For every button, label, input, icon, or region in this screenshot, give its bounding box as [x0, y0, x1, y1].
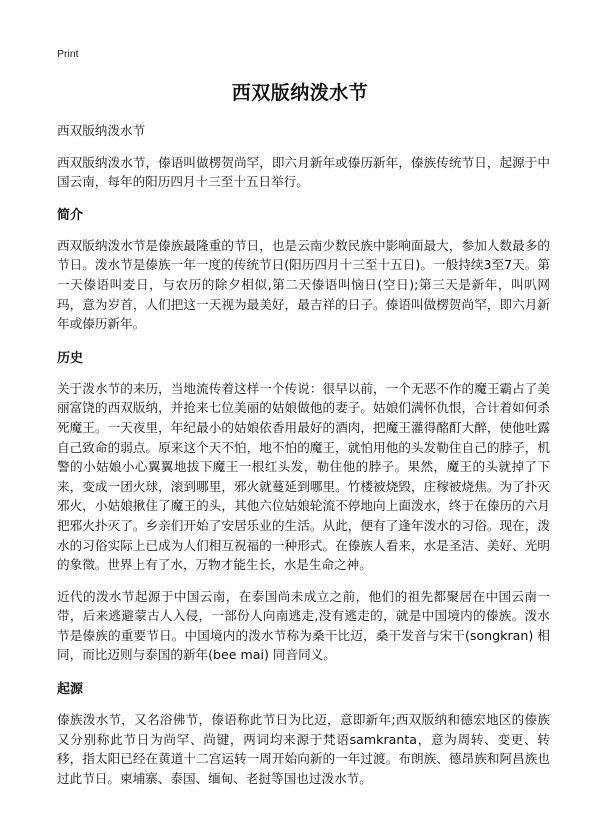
article-body — [57, 121, 550, 804]
section-history — [57, 350, 550, 665]
intro-paragraph: 西双版纳泼水节是傣族最隆重的节日，也是云南少数民族中影响面最大，参加人数最多的节日。泼水节是傣族一年一度的传统节日(阳历四月十三至十五日)。一般持续3至7天。第一天傣语叫麦日，与农历的除夕相似,第二天傣语叫恼日(空日);第三天是新年，叫叭网玛，意为岁首，人们把这一天视为最美好，最吉祥的日子。傣语叫做楞贺尚罕，即六月新年或傣历新年。 — [57, 237, 550, 332]
page-title: 西双版纳泼水节 — [231, 82, 369, 104]
print-link[interactable]: Print — [57, 48, 79, 60]
section-origin — [57, 681, 550, 788]
history-paragraph-modern: 近代的泼水节起源于中国云南，在泰国尚未成立之前，他们的祖先都聚居在中国云南一带，后来逃避蒙古人入侵，一部份人向南逃走,没有逃走的，就是中国境内的傣族。泼水节是傣族的重要节日。中国境内的泼水节称为桑干比迈，桑干发音与宋干(songkran) 相同，而比迈则与泰国的新年(bee mai) 同音同义。 — [57, 588, 550, 663]
history-paragraph-legend: 关于泼水节的来历，当地流传着这样一个传说：很早以前，一个无恶不作的魔王霸占了美丽富饶的西双版纳，并抢来七位美丽的姑娘做他的妻子。姑娘们满怀仇恨，合计着如何杀死魔王。一天夜里，年纪最小的姑娘依香用最好的酒肉，把魔王灌得酩酊大醉，使他吐露自己致命的弱点。原来这个天不怕，地不怕的魔王，就怕用他的头发勒住自己的脖子，机警的小姑娘小心翼翼地拔下魔王一根红头发，勒住他的脖子。果然，魔王的头就掉了下来，变成一团火球，滚到哪里，邪火就蔓延到哪里。竹楼被烧毁，庄稼被烧焦。为了扑灭邪火，小姑娘揪住了魔王的头，其他六位姑娘轮流不停地向上面泼水，终于在傣历的六月把邪火扑灭了。乡亲们开始了安居乐业的生活。从此，便有了逢年泼水的习俗。现在，泼水的习俗实际上已成为人们相互祝福的一种形式。在傣族人看来，水是圣洁、美好、光明的象徵。世界上有了水，万物才能生长，水是生命之神。 — [57, 380, 550, 573]
lead-paragraph: 西双版纳泼水节，傣语叫做楞贺尚罕，即六月新年或傣历新年，傣族传统节日，起源于中国云南，每年的阳历四月十三至十五日举行。 — [57, 154, 550, 190]
section-heading-history: 历史 — [57, 350, 84, 366]
section-intro — [57, 207, 550, 334]
section-heading-origin: 起源 — [57, 682, 84, 698]
origin-paragraph: 傣族泼水节，又名浴佛节，傣语称此节日为比迈，意即新年;西双版纳和德宏地区的傣族又分别称此节日为尚罕、尚键，两词均来源于梵语samkranta，意为周转、变更、转移，指太阳已经在黄道十二宫运转一周开始向新的一年过渡。布朗族、德昂族和阿昌族也过此节日。柬埔寨、泰国、缅甸、老挝等国也过泼水节。 — [57, 712, 550, 786]
section-heading-intro: 简介 — [57, 207, 84, 223]
article-subtitle: 西双版纳泼水节 — [57, 123, 146, 138]
